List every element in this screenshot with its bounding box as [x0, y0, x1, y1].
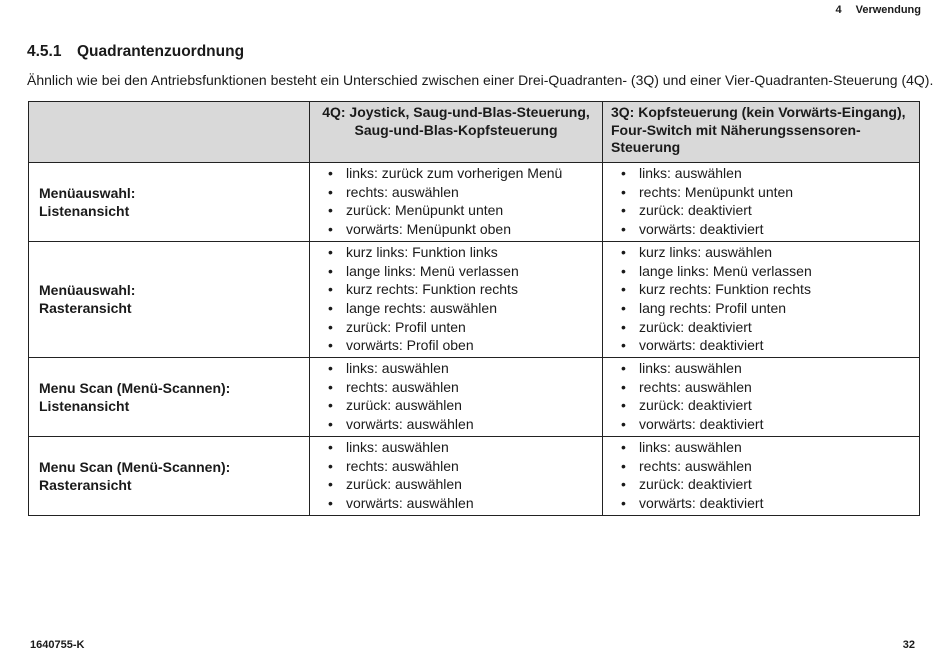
list-item: • kurz links: auswählen — [621, 243, 913, 262]
list-item: • vorwärts: deaktiviert — [621, 336, 913, 355]
cell-3q — [603, 241, 920, 357]
list-item: • rechts: auswählen — [621, 457, 913, 476]
cell-4q — [310, 163, 603, 242]
list-item: • zurück: deaktiviert — [621, 201, 913, 220]
list-item: • rechts: auswählen — [328, 457, 596, 476]
section-number: 4.5.1 — [27, 43, 62, 60]
cell-4q — [310, 241, 603, 357]
list-item: • zurück: auswählen — [328, 396, 596, 415]
quadrant-mapping-table — [28, 101, 920, 516]
table-row — [29, 358, 920, 437]
list-item: • lange links: Menü verlassen — [328, 262, 596, 281]
list-item: • zurück: deaktiviert — [621, 318, 913, 337]
list-item: • links: auswählen — [328, 438, 596, 457]
table-row — [29, 436, 920, 515]
section-title: Quadrantenzuordnung — [77, 43, 245, 60]
list-item: • zurück: Menüpunkt unten — [328, 201, 596, 220]
list-item: • links: auswählen — [621, 359, 913, 378]
list-item: • vorwärts: auswählen — [328, 415, 596, 434]
list-item: • rechts: auswählen — [621, 378, 913, 397]
list-item: • zurück: deaktiviert — [621, 475, 913, 494]
list-item: • rechts: Menüpunkt unten — [621, 183, 913, 202]
list-item: • rechts: auswählen — [328, 378, 596, 397]
list-item: • links: auswählen — [621, 164, 913, 183]
list-item: • vorwärts: Profil oben — [328, 336, 596, 355]
list-item: • vorwärts: deaktiviert — [621, 220, 913, 239]
row-label-line: Menüauswahl: — [39, 282, 136, 299]
row-label-line: Rasteransicht — [39, 300, 132, 317]
row-label — [29, 241, 310, 357]
row-label-line: Listenansicht — [39, 397, 130, 414]
table-header-row — [29, 102, 920, 163]
cell-3q — [603, 358, 920, 437]
bullet-list — [621, 438, 913, 513]
list-item: • lange rechts: auswählen — [328, 299, 596, 318]
list-item: • links: auswählen — [621, 438, 913, 457]
row-label-line: Listenansicht — [39, 202, 130, 219]
row-label-line: Menüauswahl: — [39, 184, 136, 201]
row-label-line: Rasteransicht — [39, 476, 132, 493]
row-label-line: Menu Scan (Menü-Scannen): — [39, 379, 231, 396]
intro-paragraph: Ähnlich wie bei den Antriebsfunktionen besteht ein Unterschied zwischen einer Drei-Quadranten- (3Q) und einer Vier-Quadranten-Steuerung (4Q). — [27, 72, 934, 88]
list-item: • lange links: Menü verlassen — [621, 262, 913, 281]
list-item: • vorwärts: deaktiviert — [621, 415, 913, 434]
list-item: • kurz links: Funktion links — [328, 243, 596, 262]
table-row — [29, 163, 920, 242]
row-label-line: Menu Scan (Menü-Scannen): — [39, 458, 231, 475]
chapter-title: Verwendung — [855, 4, 921, 16]
page-number: 32 — [902, 639, 915, 651]
bullet-list — [621, 359, 913, 434]
cell-4q — [310, 358, 603, 437]
table-row — [29, 241, 920, 357]
bullet-list — [621, 243, 913, 355]
row-label — [29, 163, 310, 242]
list-item: • zurück: Profil unten — [328, 318, 596, 337]
bullet-list — [328, 359, 596, 434]
chapter-number: 4 — [835, 4, 842, 16]
header-4q: 4Q: Joystick, Saug-und-Blas-Steuerung, Saug-und-Blas-Kopfsteuerung — [310, 102, 603, 163]
cell-4q — [310, 436, 603, 515]
list-item: • vorwärts: Menüpunkt oben — [328, 220, 596, 239]
header-3q: 3Q: Kopfsteuerung (kein Vorwärts-Eingang), Four-Switch mit Näherungssensoren-Steuerung — [603, 102, 920, 163]
list-item: • links: zurück zum vorherigen Menü — [328, 164, 596, 183]
bullet-list — [621, 164, 913, 239]
list-item: • zurück: deaktiviert — [621, 396, 913, 415]
running-header — [835, 4, 921, 16]
row-label — [29, 436, 310, 515]
header-empty-cell — [29, 102, 310, 163]
list-item: • kurz rechts: Funktion rechts — [621, 280, 913, 299]
list-item: • rechts: auswählen — [328, 183, 596, 202]
bullet-list — [328, 438, 596, 513]
bullet-list — [328, 164, 596, 239]
section-heading — [27, 43, 244, 61]
bullet-list — [328, 243, 596, 355]
list-item: • vorwärts: auswählen — [328, 494, 596, 513]
list-item: • zurück: auswählen — [328, 475, 596, 494]
document-number: 1640755-K — [30, 639, 85, 651]
list-item: • kurz rechts: Funktion rechts — [328, 280, 596, 299]
cell-3q — [603, 436, 920, 515]
list-item: • vorwärts: deaktiviert — [621, 494, 913, 513]
list-item: • lang rechts: Profil unten — [621, 299, 913, 318]
row-label — [29, 358, 310, 437]
cell-3q — [603, 163, 920, 242]
list-item: • links: auswählen — [328, 359, 596, 378]
